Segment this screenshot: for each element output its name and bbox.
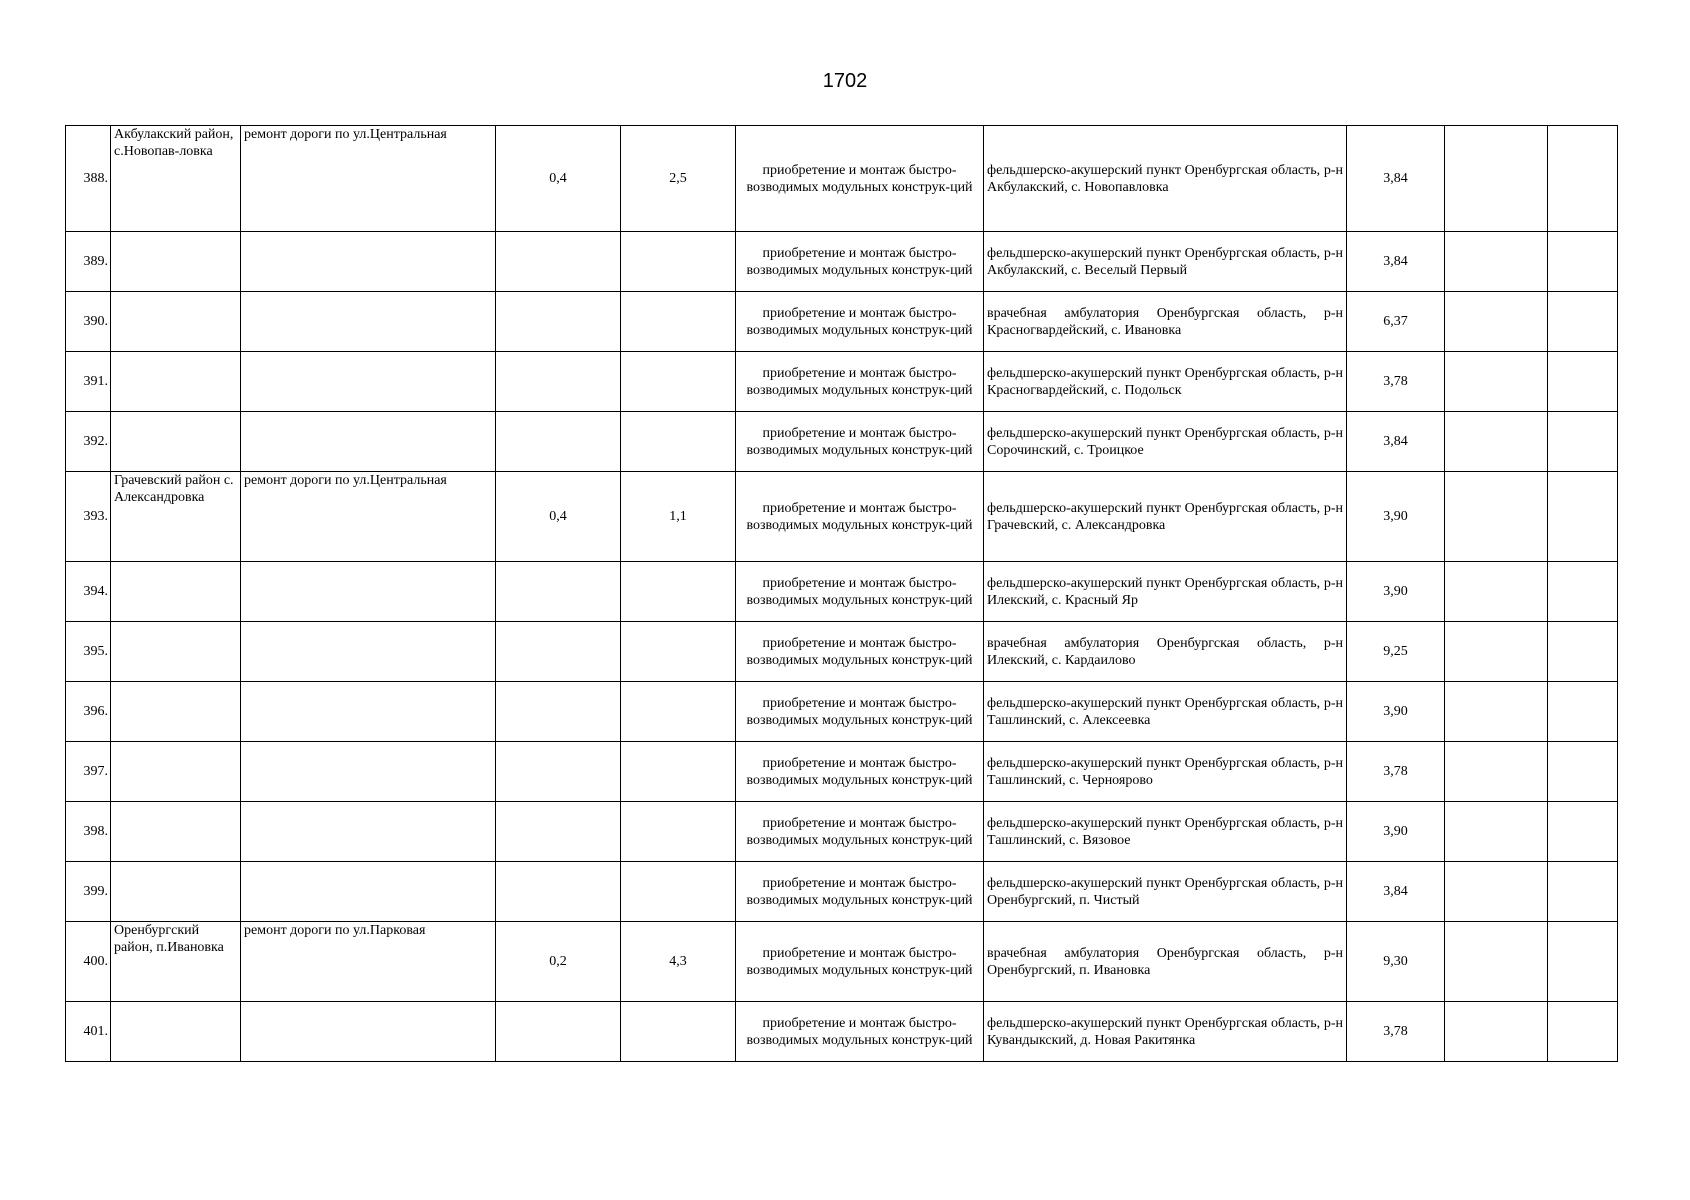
projects-table (65, 125, 1618, 1062)
location-cell (111, 622, 241, 682)
facility-cell: фельдшерско-акушерский пункт Оренбургская область, р-н Ташлинский, с. Вязовое (984, 802, 1347, 862)
table-row (66, 352, 1618, 412)
value-cell (621, 562, 736, 622)
facility-cell: врачебная амбулатория Оренбургская область, р-н Красногвардейский, с. Ивановка (984, 292, 1347, 352)
empty-cell (1445, 1002, 1548, 1062)
cost-cell: 3,90 (1347, 562, 1445, 622)
length-cell (496, 682, 621, 742)
facility-cell: фельдшерско-акушерский пункт Оренбургская область, р-н Акбулакский, с. Новопавловка (984, 126, 1347, 232)
row-number: 398. (66, 802, 111, 862)
purpose-cell: приобретение и монтаж быстро-возводимых модульных конструк-ций (736, 742, 984, 802)
table-row (66, 126, 1618, 232)
length-cell: 0,4 (496, 126, 621, 232)
empty-cell (1548, 126, 1618, 232)
empty-cell (1548, 802, 1618, 862)
value-cell (621, 622, 736, 682)
facility-cell: фельдшерско-акушерский пункт Оренбургская область, р-н Красногвардейский, с. Подольск (984, 352, 1347, 412)
length-cell (496, 232, 621, 292)
row-number: 390. (66, 292, 111, 352)
work-cell (241, 622, 496, 682)
work-cell (241, 412, 496, 472)
length-cell (496, 802, 621, 862)
work-cell (241, 742, 496, 802)
facility-cell: фельдшерско-акушерский пункт Оренбургская область, р-н Сорочинский, с. Троицкое (984, 412, 1347, 472)
value-cell (621, 412, 736, 472)
empty-cell (1445, 922, 1548, 1002)
work-cell (241, 1002, 496, 1062)
value-cell (621, 232, 736, 292)
empty-cell (1548, 1002, 1618, 1062)
location-cell: Грачевский район с. Александровка (111, 472, 241, 562)
empty-cell (1548, 352, 1618, 412)
empty-cell (1548, 622, 1618, 682)
cost-cell: 3,78 (1347, 1002, 1445, 1062)
row-number: 396. (66, 682, 111, 742)
purpose-cell: приобретение и монтаж быстро-возводимых модульных конструк-ций (736, 292, 984, 352)
empty-cell (1445, 862, 1548, 922)
location-cell: Акбулакский район, с.Новопав-ловка (111, 126, 241, 232)
empty-cell (1445, 682, 1548, 742)
length-cell (496, 1002, 621, 1062)
row-number: 388. (66, 126, 111, 232)
empty-cell (1548, 922, 1618, 1002)
table-row (66, 412, 1618, 472)
empty-cell (1548, 472, 1618, 562)
empty-cell (1445, 742, 1548, 802)
purpose-cell: приобретение и монтаж быстро-возводимых модульных конструк-ций (736, 862, 984, 922)
facility-cell: фельдшерско-акушерский пункт Оренбургская область, р-н Грачевский, с. Александровка (984, 472, 1347, 562)
length-cell (496, 562, 621, 622)
empty-cell (1445, 412, 1548, 472)
purpose-cell: приобретение и монтаж быстро-возводимых модульных конструк-ций (736, 412, 984, 472)
value-cell (621, 1002, 736, 1062)
location-cell (111, 682, 241, 742)
length-cell (496, 292, 621, 352)
value-cell (621, 352, 736, 412)
facility-cell: фельдшерско-акушерский пункт Оренбургская область, р-н Оренбургский, п. Чистый (984, 862, 1347, 922)
value-cell (621, 682, 736, 742)
cost-cell: 9,25 (1347, 622, 1445, 682)
row-number: 399. (66, 862, 111, 922)
row-number: 393. (66, 472, 111, 562)
length-cell (496, 412, 621, 472)
cost-cell: 3,78 (1347, 742, 1445, 802)
cost-cell: 3,84 (1347, 232, 1445, 292)
work-cell (241, 232, 496, 292)
empty-cell (1548, 412, 1618, 472)
empty-cell (1445, 126, 1548, 232)
value-cell (621, 742, 736, 802)
work-cell (241, 292, 496, 352)
cost-cell: 3,84 (1347, 412, 1445, 472)
row-number: 395. (66, 622, 111, 682)
location-cell (111, 232, 241, 292)
location-cell (111, 1002, 241, 1062)
cost-cell: 6,37 (1347, 292, 1445, 352)
empty-cell (1548, 682, 1618, 742)
location-cell (111, 412, 241, 472)
row-number: 401. (66, 1002, 111, 1062)
purpose-cell: приобретение и монтаж быстро-возводимых модульных конструк-ций (736, 922, 984, 1002)
facility-cell: фельдшерско-акушерский пункт Оренбургская область, р-н Илекский, с. Красный Яр (984, 562, 1347, 622)
location-cell (111, 352, 241, 412)
location-cell (111, 802, 241, 862)
empty-cell (1445, 562, 1548, 622)
length-cell (496, 862, 621, 922)
value-cell (621, 292, 736, 352)
work-cell: ремонт дороги по ул.Парковая (241, 922, 496, 1002)
work-cell (241, 562, 496, 622)
work-cell (241, 682, 496, 742)
location-cell (111, 862, 241, 922)
length-cell: 0,4 (496, 472, 621, 562)
purpose-cell: приобретение и монтаж быстро-возводимых модульных конструк-ций (736, 126, 984, 232)
facility-cell: фельдшерско-акушерский пункт Оренбургская область, р-н Акбулакский, с. Веселый Первый (984, 232, 1347, 292)
value-cell: 4,3 (621, 922, 736, 1002)
empty-cell (1445, 472, 1548, 562)
table-row (66, 682, 1618, 742)
purpose-cell: приобретение и монтаж быстро-возводимых модульных конструк-ций (736, 682, 984, 742)
empty-cell (1548, 742, 1618, 802)
table-row (66, 622, 1618, 682)
work-cell (241, 862, 496, 922)
length-cell (496, 352, 621, 412)
empty-cell (1445, 352, 1548, 412)
work-cell: ремонт дороги по ул.Центральная (241, 472, 496, 562)
empty-cell (1548, 562, 1618, 622)
table-row (66, 292, 1618, 352)
row-number: 391. (66, 352, 111, 412)
table-row (66, 1002, 1618, 1062)
facility-cell: фельдшерско-акушерский пункт Оренбургская область, р-н Ташлинский, с. Черноярово (984, 742, 1347, 802)
value-cell: 2,5 (621, 126, 736, 232)
cost-cell: 9,30 (1347, 922, 1445, 1002)
cost-cell: 3,84 (1347, 862, 1445, 922)
length-cell (496, 742, 621, 802)
location-cell (111, 292, 241, 352)
purpose-cell: приобретение и монтаж быстро-возводимых модульных конструк-ций (736, 622, 984, 682)
work-cell: ремонт дороги по ул.Центральная (241, 126, 496, 232)
row-number: 392. (66, 412, 111, 472)
empty-cell (1445, 292, 1548, 352)
facility-cell: врачебная амбулатория Оренбургская область, р-н Илекский, с. Кардаилово (984, 622, 1347, 682)
empty-cell (1548, 862, 1618, 922)
table-row (66, 562, 1618, 622)
row-number: 389. (66, 232, 111, 292)
cost-cell: 3,78 (1347, 352, 1445, 412)
cost-cell: 3,90 (1347, 682, 1445, 742)
facility-cell: врачебная амбулатория Оренбургская область, р-н Оренбургский, п. Ивановка (984, 922, 1347, 1002)
cost-cell: 3,84 (1347, 126, 1445, 232)
purpose-cell: приобретение и монтаж быстро-возводимых модульных конструк-ций (736, 1002, 984, 1062)
length-cell (496, 622, 621, 682)
page-number: 1702 (822, 70, 868, 92)
row-number: 400. (66, 922, 111, 1002)
empty-cell (1548, 232, 1618, 292)
row-number: 397. (66, 742, 111, 802)
value-cell: 1,1 (621, 472, 736, 562)
work-cell (241, 352, 496, 412)
purpose-cell: приобретение и монтаж быстро-возводимых модульных конструк-ций (736, 232, 984, 292)
purpose-cell: приобретение и монтаж быстро-возводимых модульных конструк-ций (736, 802, 984, 862)
cost-cell: 3,90 (1347, 802, 1445, 862)
empty-cell (1445, 232, 1548, 292)
table-row (66, 742, 1618, 802)
purpose-cell: приобретение и монтаж быстро-возводимых модульных конструк-ций (736, 562, 984, 622)
table-row (66, 232, 1618, 292)
facility-cell: фельдшерско-акушерский пункт Оренбургская область, р-н Ташлинский, с. Алексеевка (984, 682, 1347, 742)
table-row (66, 472, 1618, 562)
empty-cell (1445, 622, 1548, 682)
table-row (66, 862, 1618, 922)
facility-cell: фельдшерско-акушерский пункт Оренбургская область, р-н Кувандыкский, д. Новая Ракитянка (984, 1002, 1347, 1062)
location-cell (111, 562, 241, 622)
cost-cell: 3,90 (1347, 472, 1445, 562)
purpose-cell: приобретение и монтаж быстро-возводимых модульных конструк-ций (736, 472, 984, 562)
empty-cell (1548, 292, 1618, 352)
location-cell: Оренбургский район, п.Ивановка (111, 922, 241, 1002)
length-cell: 0,2 (496, 922, 621, 1002)
location-cell (111, 742, 241, 802)
value-cell (621, 862, 736, 922)
value-cell (621, 802, 736, 862)
work-cell (241, 802, 496, 862)
table-row (66, 802, 1618, 862)
empty-cell (1445, 802, 1548, 862)
table-row (66, 922, 1618, 1002)
purpose-cell: приобретение и монтаж быстро-возводимых модульных конструк-ций (736, 352, 984, 412)
row-number: 394. (66, 562, 111, 622)
